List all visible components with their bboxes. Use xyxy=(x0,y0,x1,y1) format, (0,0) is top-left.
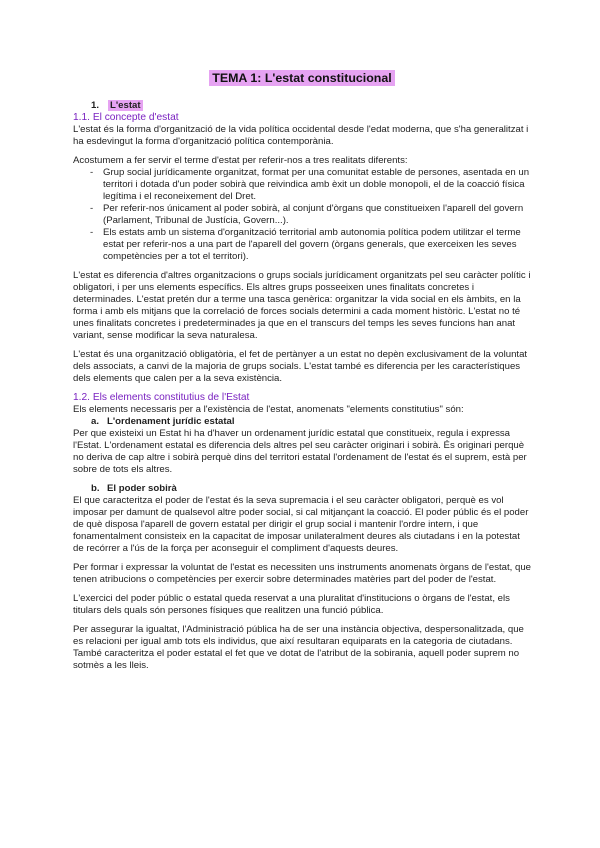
element-letter: a. xyxy=(91,416,100,427)
list-item: - Grup social jurídicamente organitzat, format per una comunitat estable de persones, asentada en un territori i dotada d'un poder sobirà que reivindica amb èxit un doble monopoli, el de la coacció física legítima i el reconeixement del Dret. xyxy=(93,167,531,203)
paragraph: El que caracteritza el poder de l'estat és la seva supremacia i el seu caràcter obligatori, perquè es vol imposar per damunt de qualsevol altre poder social, si cal mitjançant la coacció. El poder públic és el poder de què disposa l'aparell de govern estatal per dirigir el grup social i mantenir l'ordre intern, i que fonamentalment consisteix en la capacitat de imposar unilateralment deures als ciutadans i en la potestat de recórrer a l'ús de la força per aconseguir el compliment d'aquests deures. xyxy=(73,495,529,554)
paragraph: Per assegurar la igualtat, l'Administració pública ha de ser una instància objectiva, despersonalitzada, que es relacioni per igual amb tots els individus, que així resultaran equiparats en la categoria de ciutadans. També caracteritza el poder estatal el fet que ve dotat de l'atribut de la sobirania, aquell poder suprem no sotmès a les lleis. xyxy=(73,624,524,671)
list-item: - Els estats amb un sistema d'organització territorial amb autonomia política podem utilitzar el terme estat per referir-nos a una part de l'aparell del govern (òrgans generals, que exerceixen les seves competències per a tot el territori). xyxy=(93,227,531,263)
section-number: 1. xyxy=(91,100,100,111)
element-heading-b xyxy=(91,483,531,495)
subsection-heading-1-2: 1.2. Els elements constitutius de l'Estat xyxy=(73,392,250,403)
paragraph: L'estat és una organització obligatòria, el fet de pertànyer a un estat no depèn exclusivament de la voluntat dels associats, a canvi de la majoria de grups socials. L'estat també es diferencia per les característiques dels elements que calen per a la seva existència. xyxy=(73,349,528,384)
document-title: TEMA 1: L'estat constitucional xyxy=(209,70,394,86)
list-item: - Per referir-nos únicament al poder sobirà, al conjunt d'òrgans que constitueixen l'aparell del govern (Parlament, Tribunal de Justícia, Govern...). xyxy=(93,203,531,227)
paragraph: Els elements necessaris per a l'existència de l'estat, anomenats "elements constitutius" són: xyxy=(73,404,464,415)
paragraph: L'exercici del poder públic o estatal queda reservat a una pluralitat d'institucions o òrgans de l'estat, els titulars dels quals són persones físiques que realitzen una funció pública. xyxy=(73,593,510,616)
subsection-heading-1-1: 1.1. El concepte d'estat xyxy=(73,112,179,123)
section-title: L'estat xyxy=(110,100,141,111)
paragraph: Per que existeixi un Estat hi ha d'haver un ordenament jurídic estatal que constitueix, regula i expressa l'Estat. L'ordenament estatal es diferencia dels altres pel seu caràcter originari i sobirà. És originari perquè no deriva de cap altre i sobirà perquè dins del territori estatal l'ordenament de l'estat és el suprem, està per sobre de tots els altres. xyxy=(73,428,527,475)
element-title: El poder sobirà xyxy=(107,483,177,494)
paragraph: L'estat es diferencia d'altres organitzacions o grups socials jurídicament organitzats pel seu caràcter polític i obligatori, i per uns elements específics. Els altres grups posseeixen unes finalitats concretes i determinades. L'estat pretén dur a terme una tasca genèrica: organitzar la vida social en els àmbits, en la forma i amb els mitjans que la correlació de forces socials determini a cada moment històric. L'estat no té unes finalitats concretes i predeterminades ja que en el transcurs del temps les seves funcions han anat variant, sense modificar la seva naturalesa. xyxy=(73,270,531,341)
paragraph: L'estat és la forma d'organització de la vida política occidental desde l'edat moderna, que s'ha generalitzat i ha esdevingut la forma d'organització política contemporània. xyxy=(73,124,529,147)
paragraph: Per formar i expressar la voluntat de l'estat es necessiten uns instruments anomenats òrgans de l'estat, que tenen atribucions o competències per exercir sobre determinades matèries part del poder de l'estat. xyxy=(73,562,532,585)
title-block xyxy=(73,70,531,86)
document-body xyxy=(73,70,531,679)
element-letter: b. xyxy=(91,483,100,494)
definition-list xyxy=(73,167,531,263)
element-heading-a xyxy=(91,416,531,428)
paragraph: Acostumem a fer servir el terme d'estat per referir-nos a tres realitats diferents: xyxy=(73,155,408,166)
element-title: L'ordenament jurídic estatal xyxy=(107,416,235,427)
section-heading-1 xyxy=(91,100,531,112)
